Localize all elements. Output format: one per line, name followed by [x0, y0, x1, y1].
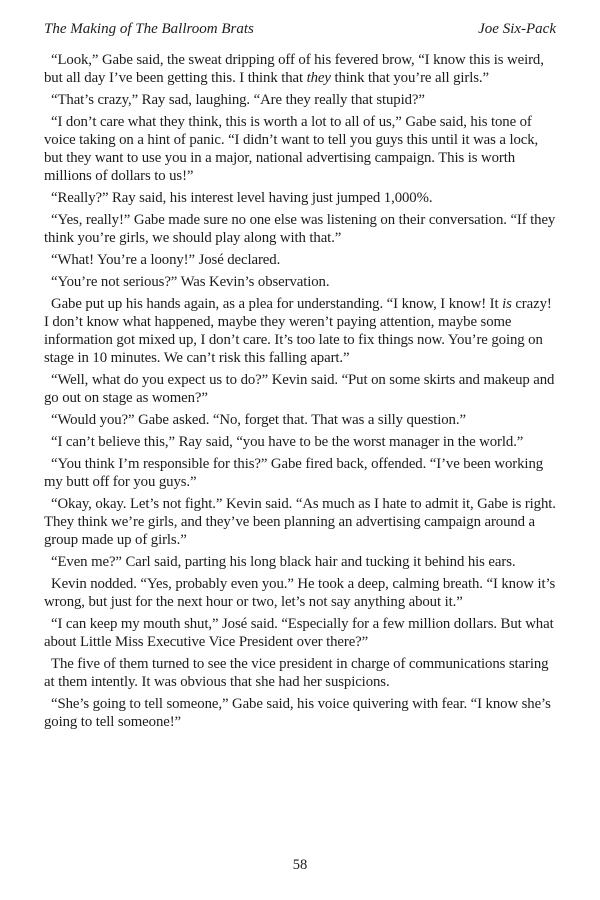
paragraph: “Well, what do you expect us to do?” Kevin said. “Put on some skirts and makeup and go out on stage as women?” [44, 372, 555, 406]
paragraph: “I can keep my mouth shut,” José said. “Especially for a few million dollars. But what about Little Miss Executive Vice President over there?” [44, 616, 554, 650]
author-name: Joe Six-Pack [478, 21, 556, 37]
paragraph [44, 295, 556, 367]
book-title: The Making of The Ballroom Brats [44, 21, 254, 37]
page-body [44, 51, 556, 731]
paragraph [44, 51, 556, 87]
paragraph: “Would you?” Gabe asked. “No, forget that. That was a silly question.” [51, 412, 466, 428]
emphasized-word: they [306, 70, 331, 86]
paragraph: “You’re not serious?” Was Kevin’s observation. [51, 274, 330, 290]
running-header [44, 20, 556, 38]
paragraph: “Okay, okay. Let’s not fight.” Kevin said. “As much as I hate to admit it, Gabe is right. They think we’re girls, and they’ve been planning an advertising campaign around a group made up of girls.” [44, 496, 556, 548]
page-number: 58 [292, 857, 308, 873]
paragraph: “Really?” Ray said, his interest level having just jumped 1,000%. [51, 190, 433, 206]
paragraph: “I can’t believe this,” Ray said, “you have to be the worst manager in the world.” [51, 434, 524, 450]
paragraph-text: crazy! I don’t know what happened, maybe they weren’t paying attention, maybe some information got mixed up, I don’t care. It’s too late to fix things now. You’re going on stage in 10 minutes. We can’t risk this falling apart.” [44, 296, 552, 366]
paragraph: “Even me?” Carl said, parting his long black hair and tucking it behind his ears. [51, 554, 516, 570]
emphasized-word: is [502, 296, 512, 312]
paragraph: “I don’t care what they think, this is worth a lot to all of us,” Gabe said, his tone of voice taking on a hint of panic. “I didn’t want to tell you guys this until it was a lock, but they want to use you in a major, national advertising campaign. This is worth millions of dollars to us!” [44, 114, 539, 184]
paragraph-text: “Look,” Gabe said, the sweat dripping off of his fevered brow, “I know this is weird, but all day I’ve been getting this. I think that [44, 52, 544, 86]
paragraph: Kevin nodded. “Yes, probably even you.” He took a deep, calming breath. “I know it’s wrong, but just for the next hour or two, let’s not say anything about it.” [44, 576, 556, 610]
paragraph-text: Gabe put up his hands again, as a plea for understanding. “I know, I know! It [51, 296, 503, 312]
paragraph: “What! You’re a loony!” José declared. [51, 252, 281, 268]
paragraph: “That’s crazy,” Ray sad, laughing. “Are they really that stupid?” [51, 92, 425, 108]
paragraph: “You think I’m responsible for this?” Gabe fired back, offended. “I’ve been working my butt off for you guys.” [44, 456, 544, 490]
paragraph: The five of them turned to see the vice president in charge of communications staring at them intently. It was obvious that she had her suspicions. [44, 656, 549, 690]
paragraph-text: think that you’re all girls.” [330, 70, 489, 86]
paragraph: “She’s going to tell someone,” Gabe said, his voice quivering with fear. “I know she’s going to tell someone!” [44, 696, 551, 730]
paragraph: “Yes, really!” Gabe made sure no one else was listening on their conversation. “If they think you’re girls, we should play along with that.” [44, 212, 556, 246]
